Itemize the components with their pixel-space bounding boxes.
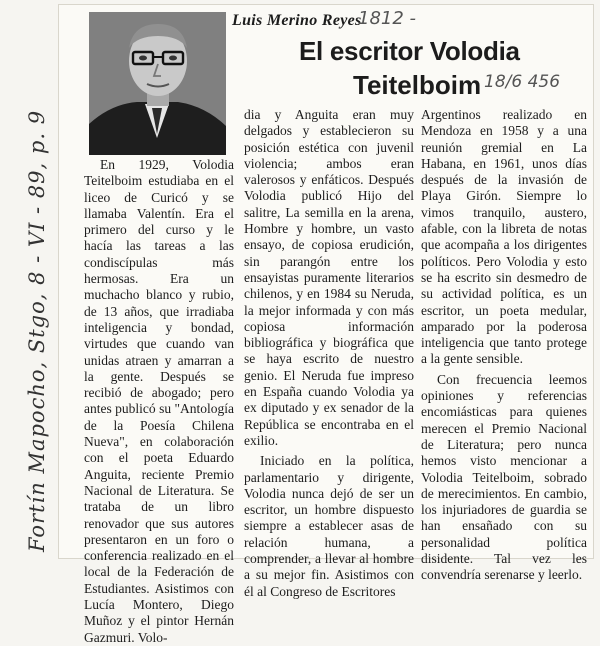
article-column-2 xyxy=(244,107,414,600)
headline-line-1: El escritor Volodia xyxy=(299,36,520,66)
author-byline: Luis Merino Reyes xyxy=(232,12,362,29)
author-portrait-photo xyxy=(89,12,226,155)
article-paragraph: Argentinos realizado en Mendoza en 1958 y a una reunión gremial en La Habana, en 1961, unos días después de la invasión de Playa Girón. Siempre lo vimos tranquilo, austero, afable, con la libreta de notas que acompaña a los dirigentes políticos. Pero Volodia y esto se ha escrito sin desmedro de su actividad política, es un escritor, un poeta medular, amparado por la poderosa inteligencia que tanto protege a la gente sensible. xyxy=(421,107,587,367)
headline-line-2: Teitelboim xyxy=(353,70,482,100)
handwritten-source-note xyxy=(2,109,49,560)
handwritten-number-top: 1812 - xyxy=(358,8,417,29)
article-paragraph: En 1929, Volodia Teitelboim estudiaba en el liceo de Curicó y se llamaba Valentín. Era el primero del curso y le hacía las tareas a las condiscípulas más hermosas. Era un muchacho blanco y rubio, de 13 años, que irradiaba inteligencia y bondad, virtudes que cuando van unidas atraen y amarran a la gente. Después se recibió de abogado; pero antes publicó su "Antología de la Poesía Chilena Nueva", en colaboración con el poeta Eduardo Anguita, reciente Premio Nacional de Literatura. Se trataba de un libro renovador que sus autores presentaron en un foro o conferencia realizado en el local de la Federación de Estudiantes. Asistimos con Lucía Montero, Diego Muñoz y el pintor Hernán Gazmuri. Volo- xyxy=(84,157,234,645)
article-paragraph: dia y Anguita eran muy delgados y establecieron su posición estética con juvenil violencia; ambos eran valerosos y enfáticos. Después Volodia publicó Hijo del salitre, La semilla en la arena, Hombre y hombre, un vasto ensayo, de copiosa erudición, sin parangón entre los ensayistas puramente literarios chilenos, y en 1984 su Neruda, la mejor informada y con más copiosa información bibliográfica y biográfica que se haya escrito de nuestro genio. El Neruda fue impreso en España cuando Volodia ya ex diputado y ex senador de la República se encontraba en el exilio. xyxy=(244,107,414,448)
article-column-1 xyxy=(84,157,234,646)
article-paragraph: Con frecuencia leemos opiniones y referencias encomiásticas para quienes merecen el Premio Nacional de Literatura; pero nunca hemos visto mencionar a Volodia Teitelboim, sobrado de merecimientos. En cambio, los injuriadores de guardia se han ensañado con su personalidad política disidente. Tal vez les convendría serenarse y leerlo. xyxy=(421,371,587,583)
article-paragraph: Iniciado en la política, parlamentario y dirigente, Volodia nunca dejó de ser un escritor, un hombre dispuesto siempre a establecer asas de relación humana, a comprender, a llevar al hombre a su mejor fin. Asistimos con él al Congreso de Escritores xyxy=(244,453,414,599)
portrait-illustration xyxy=(89,12,226,155)
article-column-3 xyxy=(421,107,587,584)
handwritten-source-text: Fortín Mapocho, Stgo, 8 - VI - 89, p. 9 xyxy=(25,109,49,552)
handwritten-number-title: 18/6 456 xyxy=(484,72,561,92)
